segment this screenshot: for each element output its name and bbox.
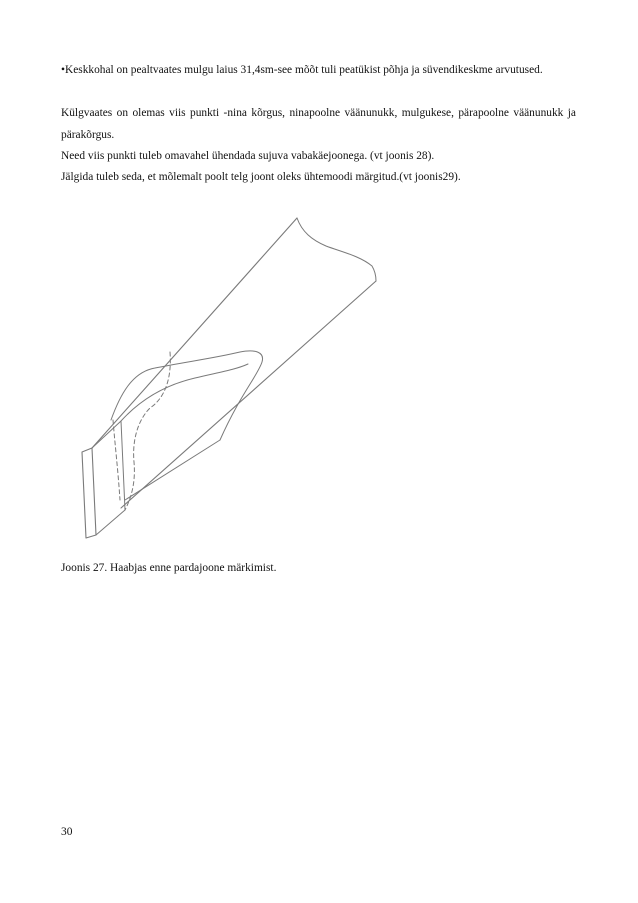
page-number: 30 (61, 826, 73, 838)
paragraph-uhendada: Need viis punkti tuleb omavahel ühendada sujuva vabakäejoonega. (vt joonis 28). (61, 150, 435, 162)
leaf-to-bottom (125, 440, 220, 500)
hidden-line-2 (113, 420, 120, 500)
transom-top (92, 421, 121, 448)
hull-end-curve (297, 218, 376, 281)
paragraph-jalgida: Jälgida tuleb seda, et mõlemalt poolt telg joont oleks ühtemoodi märgitud.(vt joonis29). (61, 171, 461, 183)
paragraph-viis-punkti: Külgvaates on olemas viis punkti -nina kõrgus, ninapoolne väänunukk, mulgukese, pärapoolne väänunukk ja pärakõrgus. (61, 107, 576, 141)
paragraph-mulgu-laius: •Keskkohal on pealtvaates mulgu laius 31,4sm-see mõõt tuli peatükist põhja ja süvendikeskme arvutused. (61, 64, 543, 76)
leaf-upper (111, 351, 263, 440)
hull-top-edge (92, 218, 297, 448)
hull-bottom-edge (121, 281, 376, 508)
hidden-line-1 (125, 352, 170, 510)
sketch-lines (82, 218, 376, 538)
figure-caption: Joonis 27. Haabjas enne pardajoone märkimist. (61, 562, 277, 574)
boat-sketch-drawing (70, 200, 400, 540)
boat-sketch-figure (70, 200, 400, 540)
transom-inner-edge (121, 421, 125, 510)
transom-side (96, 510, 125, 535)
transom-front (82, 448, 96, 538)
